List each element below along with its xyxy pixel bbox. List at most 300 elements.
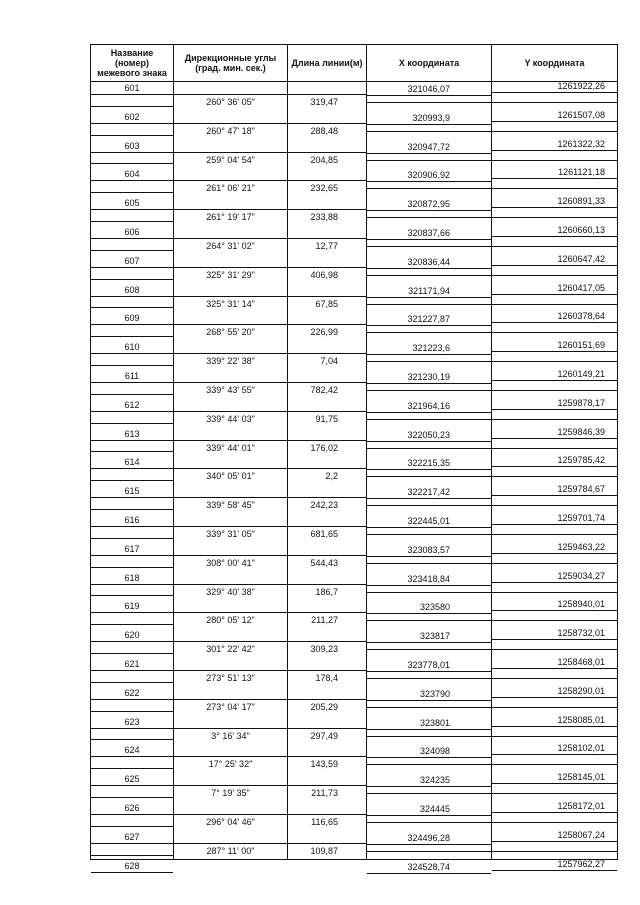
y-coordinate-value: 1258940,01 (557, 599, 605, 610)
row-divider (91, 353, 173, 354)
direction-angle-value: 339° 43' 55" (206, 385, 255, 395)
row-divider (91, 336, 173, 337)
x-coordinate-value: 322050,23 (407, 429, 450, 440)
row-divider (367, 671, 491, 672)
row-divider (288, 152, 366, 153)
direction-angle-value: 17° 25' 32" (208, 759, 253, 770)
line-length-value: 319,47 (310, 97, 338, 107)
y-coordinate-value: 1258172,01 (557, 801, 605, 811)
line-length-value: 233,88 (310, 212, 338, 223)
row-divider (492, 466, 617, 467)
row-divider (288, 814, 366, 815)
row-divider (492, 476, 617, 477)
row-divider (492, 592, 617, 593)
header-marker-name: Название (номер) межевого знака (97, 48, 167, 78)
direction-angle-value: 261° 19' 17" (206, 212, 255, 223)
row-divider (367, 217, 491, 218)
x-coordinate-value: 322217,42 (407, 487, 450, 498)
y-coordinate-value: 1261507,08 (557, 109, 605, 120)
row-divider (492, 707, 617, 708)
line-length-value: 178,4 (315, 673, 338, 683)
row-divider (288, 785, 366, 786)
row-divider (174, 353, 287, 354)
row-divider (174, 843, 287, 844)
row-divider (492, 92, 617, 93)
row-divider (367, 822, 491, 823)
row-divider (367, 95, 491, 96)
x-coordinate-value: 323083,57 (407, 544, 450, 555)
direction-angle-value: 339° 31' 05" (206, 529, 255, 539)
marker-name: 617 (124, 543, 140, 554)
line-length-value: 205,29 (310, 701, 338, 712)
row-divider (91, 394, 173, 395)
line-length-value: 67,85 (315, 298, 338, 309)
row-divider (288, 612, 366, 613)
row-divider (174, 526, 287, 527)
x-coordinate-value: 321171,94 (408, 285, 450, 296)
x-coordinate-value: 322445,01 (407, 516, 450, 526)
header-x-coordinate: X координата (398, 58, 460, 68)
row-divider (367, 563, 491, 564)
row-divider (91, 756, 173, 757)
row-divider (91, 163, 173, 164)
row-divider (288, 468, 366, 469)
x-coordinate-value: 320836,44 (407, 256, 450, 267)
x-coordinate-value: 320947,72 (407, 141, 450, 152)
y-coordinate-value: 1259846,39 (557, 426, 605, 437)
row-divider (91, 711, 173, 712)
row-divider (91, 872, 173, 873)
y-coordinate-value: 1260151,69 (557, 340, 605, 351)
y-coordinate-value: 1258085,01 (557, 714, 605, 725)
row-divider (174, 814, 287, 815)
line-length-value: 309,23 (310, 644, 338, 655)
row-divider (492, 188, 617, 189)
row-divider (91, 411, 173, 412)
row-divider (91, 509, 173, 510)
x-coordinate-value: 321227,87 (407, 314, 450, 325)
direction-angle-value: 7° 19' 35" (211, 788, 250, 799)
row-divider (367, 160, 491, 161)
line-length-value: 406,98 (310, 269, 338, 280)
row-divider (492, 419, 617, 420)
row-divider (288, 267, 366, 268)
row-divider (174, 382, 287, 383)
row-divider (91, 324, 173, 325)
row-divider (91, 768, 173, 769)
x-coordinate-value: 323778,01 (407, 660, 450, 670)
row-divider (174, 728, 287, 729)
row-divider (367, 275, 491, 276)
row-divider (367, 585, 491, 586)
y-coordinate-value: 1259701,74 (557, 513, 605, 523)
row-divider (492, 563, 617, 564)
row-divider (367, 354, 491, 355)
x-coordinate-value: 321964,16 (407, 400, 450, 411)
marker-name: 608 (124, 284, 140, 295)
row-divider (367, 757, 491, 758)
row-divider (91, 612, 173, 613)
row-divider (174, 497, 287, 498)
x-coordinate-value: 321230,19 (407, 372, 450, 382)
row-divider (91, 365, 173, 366)
row-divider (91, 451, 173, 452)
y-coordinate-value: 1258067,24 (557, 829, 605, 840)
line-length-value: 681,65 (310, 529, 338, 539)
marker-name: 620 (124, 630, 140, 641)
x-coordinate-value: 321046,07 (407, 84, 450, 94)
line-length-value: 782,42 (310, 385, 338, 395)
direction-angle-value: 339° 44' 01" (206, 442, 255, 453)
direction-angle-value: 339° 58' 45" (206, 500, 255, 511)
row-divider (367, 736, 491, 737)
row-divider (492, 754, 617, 755)
header-line-length: Длина линии(м) (291, 58, 363, 68)
row-divider (492, 438, 617, 439)
row-divider (288, 756, 366, 757)
line-length-value: 12,77 (315, 241, 338, 251)
marker-name: 623 (124, 716, 140, 727)
row-divider (174, 180, 287, 181)
row-divider (91, 423, 173, 424)
row-divider (492, 610, 617, 611)
x-coordinate-value: 324235 (419, 775, 450, 786)
y-coordinate-value: 1259784,67 (557, 484, 605, 495)
row-divider (492, 678, 617, 679)
marker-name: 619 (124, 601, 140, 612)
row-divider (492, 322, 617, 323)
row-divider (367, 153, 491, 154)
row-divider (492, 150, 617, 151)
line-length-value: 176,02 (310, 442, 338, 453)
row-divider (174, 555, 287, 556)
row-divider (492, 448, 617, 449)
row-divider (367, 844, 491, 845)
row-divider (174, 267, 287, 268)
row-divider (91, 94, 173, 95)
row-divider (367, 476, 491, 477)
direction-angle-value: 325° 31' 29" (206, 269, 255, 280)
row-divider (288, 353, 366, 354)
row-divider (91, 785, 173, 786)
row-divider (367, 642, 491, 643)
x-coordinate-value: 323801 (419, 717, 450, 728)
row-divider (492, 639, 617, 640)
row-divider (367, 412, 491, 413)
row-divider (288, 440, 366, 441)
row-divider (492, 102, 617, 103)
row-divider (492, 131, 617, 132)
line-length-value: 116,65 (311, 817, 338, 827)
x-coordinate-value: 324445 (419, 804, 450, 814)
row-divider (367, 707, 491, 708)
row-divider (288, 94, 366, 95)
marker-name: 604 (124, 169, 140, 180)
row-divider (91, 739, 173, 740)
marker-name: 625 (124, 774, 140, 785)
row-divider (91, 382, 173, 383)
direction-angle-value: 280° 05' 12" (206, 615, 255, 626)
marker-name: 628 (124, 860, 140, 871)
row-divider (288, 699, 366, 700)
row-divider (288, 411, 366, 412)
y-coordinate-value: 1260660,13 (557, 225, 605, 235)
row-divider (174, 699, 287, 700)
marker-name: 601 (124, 83, 140, 93)
row-divider (288, 843, 366, 844)
direction-angle-value: 296° 04' 46" (206, 817, 255, 827)
row-divider (91, 497, 173, 498)
row-divider (91, 526, 173, 527)
row-divider (492, 764, 617, 765)
row-divider (367, 419, 491, 420)
row-divider (367, 188, 491, 189)
row-divider (367, 304, 491, 305)
direction-angle-value: 339° 44' 03" (206, 413, 255, 424)
marker-name: 609 (124, 313, 140, 324)
row-divider (91, 538, 173, 539)
y-coordinate-value: 1258290,01 (557, 685, 605, 696)
y-coordinate-value: 1261121,18 (558, 167, 605, 178)
row-divider (367, 556, 491, 557)
row-divider (492, 582, 617, 583)
line-length-value: 204,85 (310, 154, 338, 165)
line-length-value: 109,87 (310, 845, 338, 856)
row-divider (288, 209, 366, 210)
marker-name: 624 (124, 745, 140, 756)
y-coordinate-value: 1258145,01 (557, 772, 605, 783)
direction-angle-value: 308° 00' 41" (206, 557, 255, 568)
line-length-value: 91,75 (315, 413, 338, 424)
row-divider (492, 534, 617, 535)
row-divider (174, 94, 287, 95)
row-divider (288, 238, 366, 239)
row-divider (174, 411, 287, 412)
y-coordinate-value: 1259878,17 (557, 397, 605, 408)
x-coordinate-value: 320872,95 (407, 199, 450, 210)
row-divider (91, 192, 173, 193)
table-column-divider (366, 44, 367, 860)
y-coordinate-value: 1261322,32 (557, 138, 605, 149)
marker-name: 603 (124, 140, 140, 151)
row-divider (492, 351, 617, 352)
row-divider (174, 756, 287, 757)
x-coordinate-value: 320837,66 (407, 228, 450, 238)
row-divider (288, 123, 366, 124)
row-divider (492, 275, 617, 276)
line-length-value: 7,04 (320, 356, 338, 367)
line-length-value: 544,43 (310, 557, 338, 568)
x-coordinate-value: 321223,6 (412, 343, 450, 354)
row-divider (367, 268, 491, 269)
row-divider (492, 505, 617, 506)
row-divider (367, 764, 491, 765)
row-divider (367, 815, 491, 816)
marker-name: 627 (124, 831, 140, 842)
row-divider (367, 498, 491, 499)
direction-angle-value: 264° 31' 02" (206, 241, 255, 251)
row-divider (367, 239, 491, 240)
row-divider (367, 441, 491, 442)
direction-angle-value: 287° 11' 00" (206, 845, 255, 856)
line-length-value: 226,99 (310, 327, 338, 338)
row-divider (91, 584, 173, 585)
row-divider (174, 296, 287, 297)
header-direction-angle: Дирекционные углы (град. мин. сек.) (184, 53, 277, 73)
row-divider (91, 307, 173, 308)
row-divider (367, 700, 491, 701)
x-coordinate-value: 324098 (419, 746, 450, 757)
row-divider (91, 209, 173, 210)
direction-angle-value: 340° 05' 01" (206, 471, 255, 482)
row-divider (492, 207, 617, 208)
x-coordinate-value: 323418,84 (407, 573, 450, 584)
row-divider (91, 555, 173, 556)
y-coordinate-value: 1257962,27 (557, 858, 605, 869)
row-divider (492, 236, 617, 237)
row-divider (367, 131, 491, 132)
row-divider (288, 584, 366, 585)
row-divider (492, 620, 617, 621)
line-length-value: 242,23 (310, 500, 338, 511)
row-divider (492, 851, 617, 852)
row-divider (492, 524, 617, 525)
row-divider (492, 726, 617, 727)
row-divider (492, 812, 617, 813)
row-divider (91, 238, 173, 239)
y-coordinate-value: 1260647,42 (557, 253, 605, 264)
y-coordinate-value: 1259463,22 (557, 541, 605, 552)
y-coordinate-value: 1258468,01 (557, 657, 605, 667)
row-divider (367, 527, 491, 528)
row-divider (91, 682, 173, 683)
row-divider (174, 670, 287, 671)
row-divider (91, 728, 173, 729)
row-divider (174, 785, 287, 786)
x-coordinate-value: 323817 (419, 631, 450, 642)
row-divider (91, 797, 173, 798)
row-divider (367, 469, 491, 470)
y-coordinate-value: 1260149,21 (557, 369, 605, 379)
y-coordinate-value: 1260378,64 (557, 311, 605, 322)
direction-angle-value: 339° 22' 38" (206, 356, 255, 367)
row-divider (91, 135, 173, 136)
row-divider (91, 468, 173, 469)
row-divider (492, 841, 617, 842)
row-divider (367, 361, 491, 362)
marker-name: 606 (124, 227, 140, 237)
row-divider (367, 649, 491, 650)
row-divider (492, 160, 617, 161)
row-divider (367, 678, 491, 679)
y-coordinate-value: 1258102,01 (557, 743, 605, 754)
x-coordinate-value: 323790 (419, 688, 450, 699)
row-divider (367, 729, 491, 730)
header-y-coordinate: Y координата (524, 58, 585, 68)
row-divider (367, 325, 491, 326)
direction-angle-value: 268° 55' 20" (206, 327, 255, 338)
row-divider (91, 180, 173, 181)
row-divider (492, 265, 617, 266)
row-divider (367, 613, 491, 614)
direction-angle-value: 261° 06' 21" (206, 183, 255, 194)
row-divider (492, 409, 617, 410)
row-divider (367, 246, 491, 247)
row-divider (492, 304, 617, 305)
row-divider (288, 324, 366, 325)
direction-angle-value: 273° 51' 13" (206, 673, 255, 683)
marker-name: 610 (124, 342, 140, 353)
row-divider (91, 152, 173, 153)
row-divider (367, 505, 491, 506)
row-divider (91, 440, 173, 441)
x-coordinate-value: 320993,9 (412, 112, 450, 123)
row-divider (367, 448, 491, 449)
marker-name: 602 (124, 111, 140, 122)
row-divider (288, 180, 366, 181)
row-divider (367, 592, 491, 593)
y-coordinate-value: 1259785,42 (557, 455, 605, 466)
direction-angle-value: 260° 36' 05" (206, 97, 255, 107)
row-divider (288, 497, 366, 498)
direction-angle-value: 325° 31' 14" (206, 298, 255, 309)
row-divider (288, 296, 366, 297)
row-divider (492, 668, 617, 669)
row-divider (492, 649, 617, 650)
row-divider (492, 294, 617, 295)
row-divider (174, 324, 287, 325)
y-coordinate-value: 1260891,33 (557, 196, 605, 207)
marker-name: 622 (124, 687, 140, 698)
y-coordinate-value: 1260417,05 (557, 282, 605, 293)
row-divider (492, 870, 617, 871)
row-divider (367, 620, 491, 621)
marker-name: 621 (124, 659, 140, 669)
row-divider (367, 534, 491, 535)
direction-angle-value: 259° 04' 54" (206, 154, 255, 165)
y-coordinate-value: 1258732,01 (557, 628, 605, 639)
row-divider (367, 181, 491, 182)
x-coordinate-value: 324528,74 (407, 861, 450, 872)
row-divider (492, 783, 617, 784)
row-divider (367, 786, 491, 787)
row-divider (367, 332, 491, 333)
direction-angle-value: 301° 22' 42" (206, 644, 255, 655)
row-divider (492, 495, 617, 496)
row-divider (288, 555, 366, 556)
direction-angle-value: 260° 47' 18" (206, 125, 255, 136)
row-divider (367, 210, 491, 211)
row-divider (91, 279, 173, 280)
row-divider (174, 440, 287, 441)
row-divider (91, 641, 173, 642)
row-divider (91, 123, 173, 124)
line-length-value: 232,65 (310, 183, 338, 194)
row-divider (91, 843, 173, 844)
line-length-value: 2,2 (325, 471, 338, 482)
row-divider (91, 567, 173, 568)
row-divider (91, 595, 173, 596)
row-divider (492, 361, 617, 362)
row-divider (492, 390, 617, 391)
line-length-value: 288,48 (310, 125, 338, 136)
row-divider (91, 480, 173, 481)
marker-name: 605 (124, 198, 140, 209)
row-divider (367, 793, 491, 794)
row-divider (91, 106, 173, 107)
row-divider (367, 297, 491, 298)
row-divider (367, 124, 491, 125)
